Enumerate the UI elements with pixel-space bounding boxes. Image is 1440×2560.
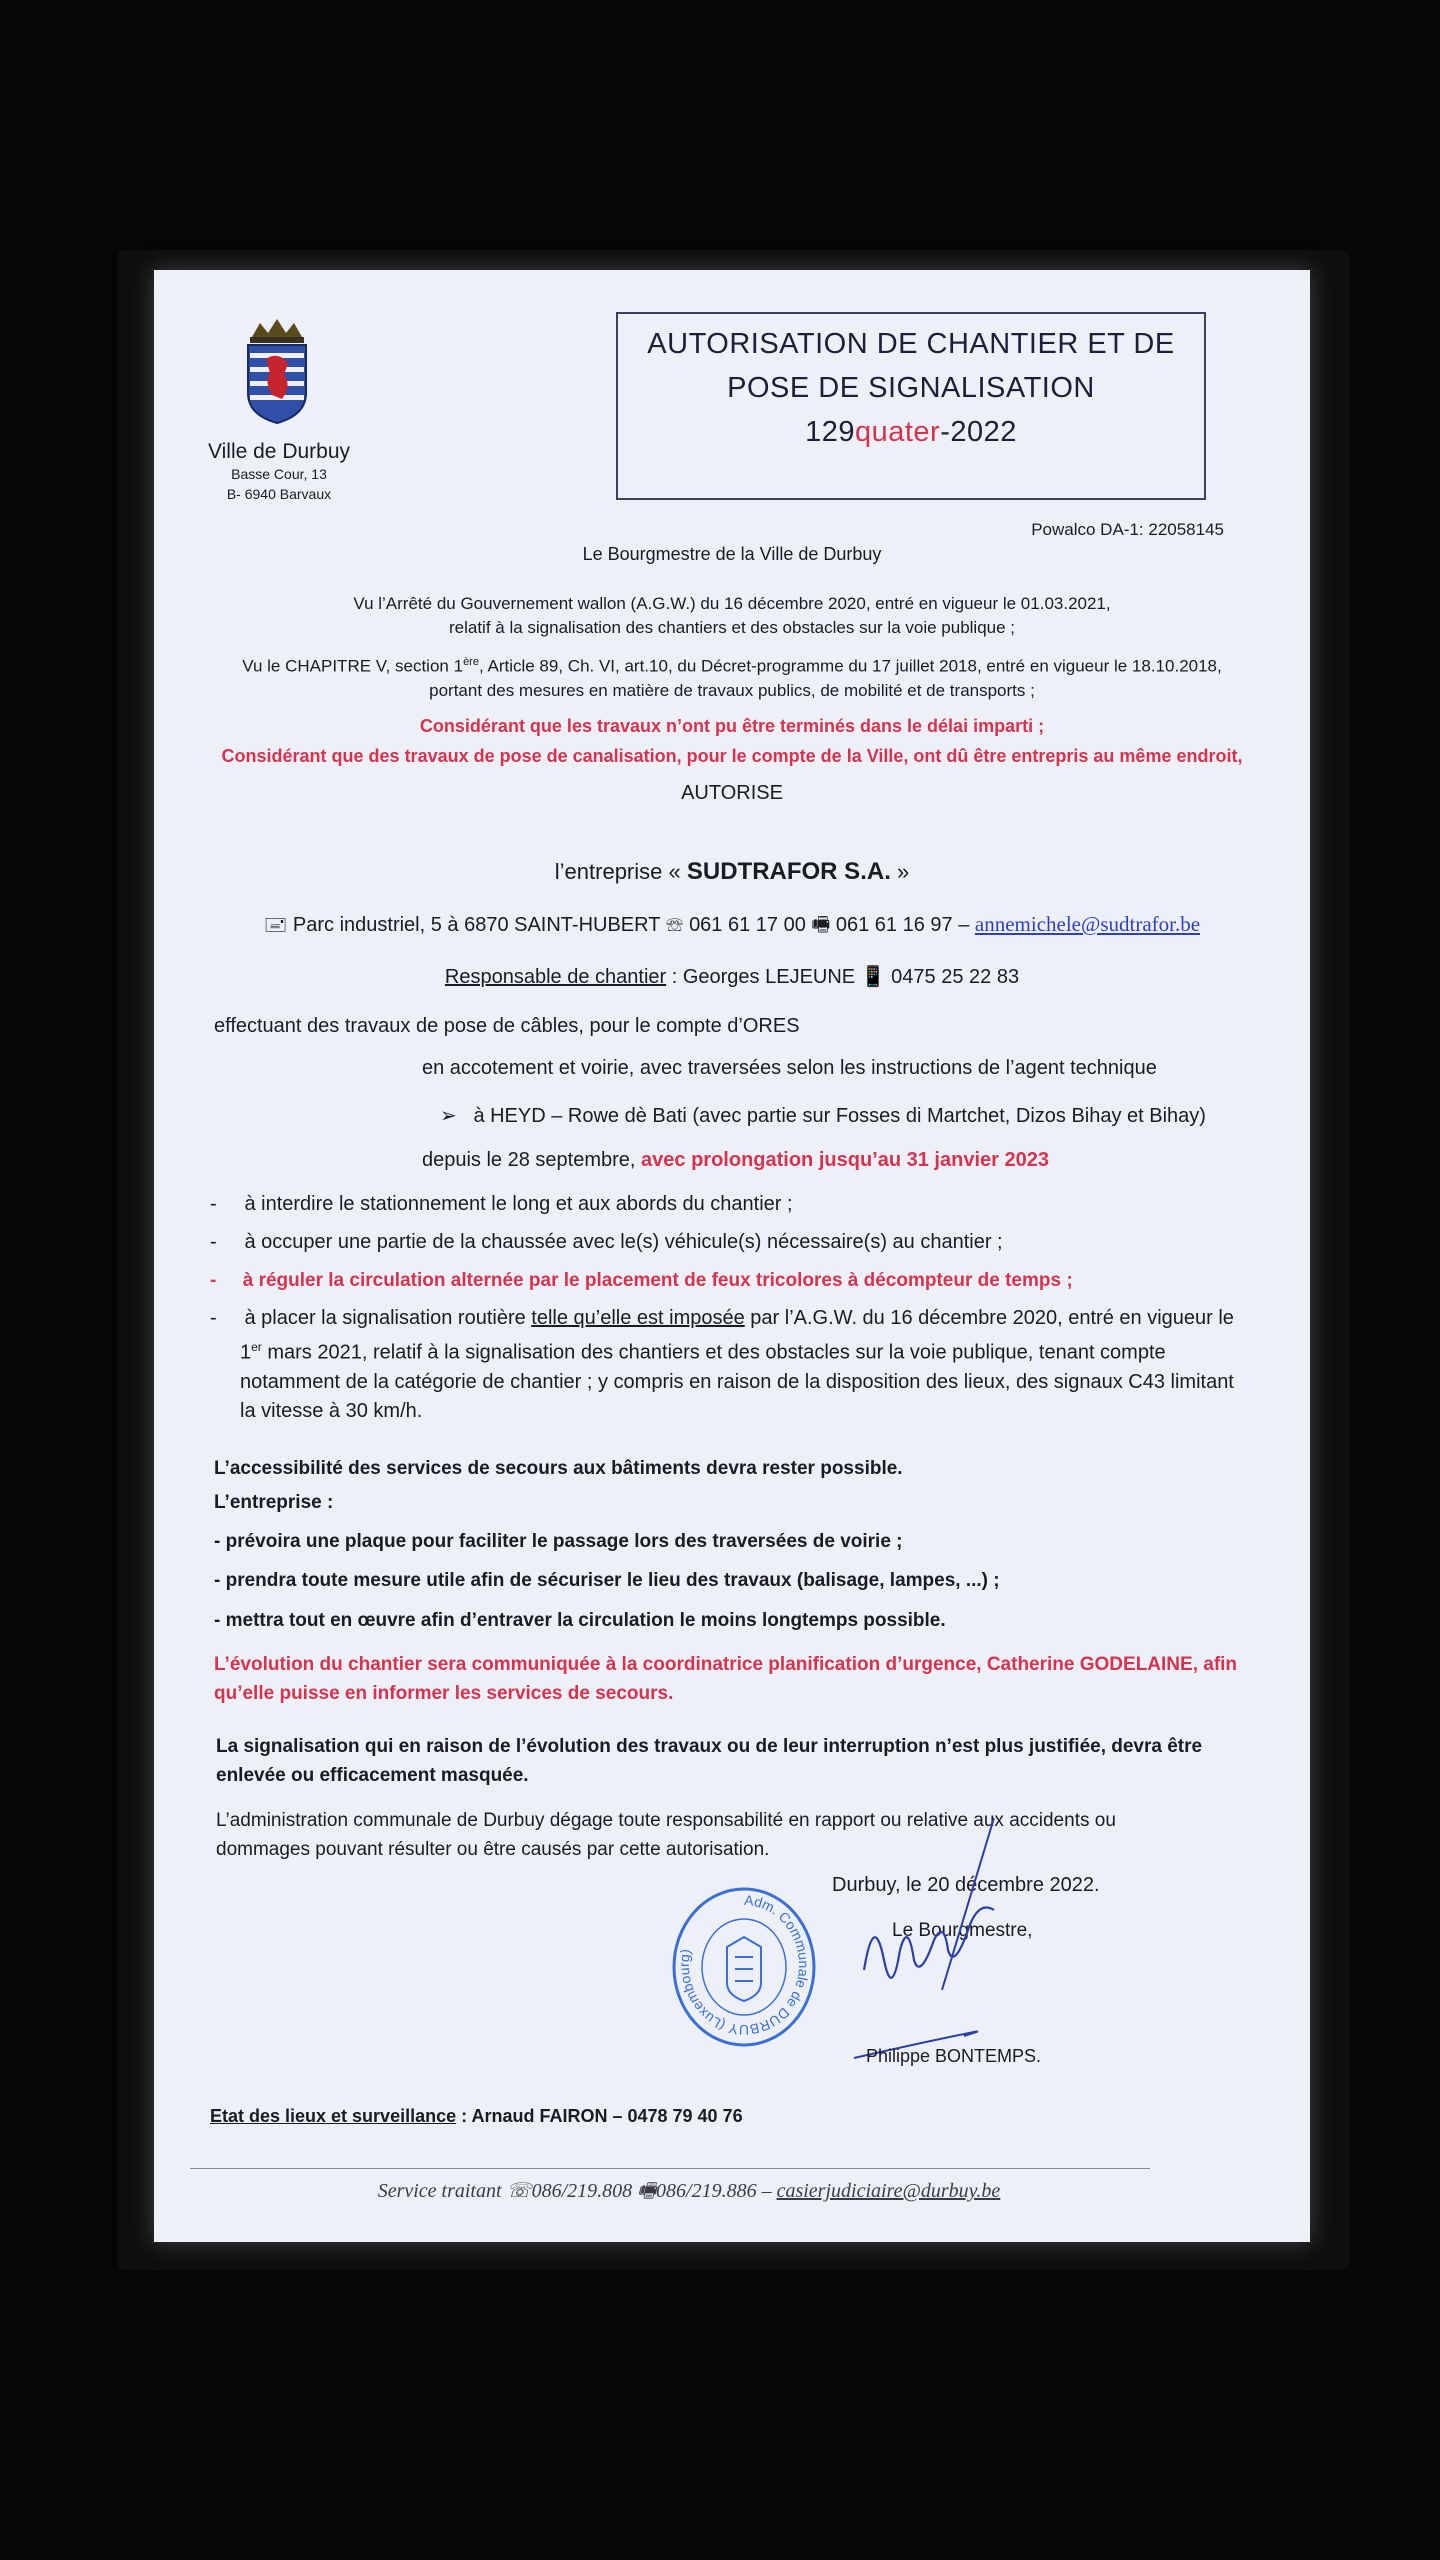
works-location-text: à HEYD – Rowe dè Bati (avec partie sur Fosses di Martchet, Dizos Bihay et Bihay): [473, 1105, 1206, 1127]
vu-2a-sup: ère: [463, 656, 479, 668]
consideration-1: Considérant que les travaux n’ont pu être terminés dans le délai imparti ;: [419, 715, 1045, 736]
title-year: -2022: [940, 416, 1017, 448]
bullet-4-line-4: la vitesse à 30 km/h.: [240, 1399, 423, 1422]
bullet-3-text: à réguler la circulation alternée par le placement de feux tricolores à décompteur de temps ;: [242, 1270, 1073, 1291]
phone-icon: ☏: [506, 2180, 532, 2202]
autorise-label: AUTORISE: [681, 781, 783, 804]
vu-1b: relatif à la signalisation des chantiers et des obstacles sur la voie publique ;: [448, 618, 1016, 637]
bullet-4-line-3: notamment de la catégorie de chantier ; y compris en raison de la disposition des lieux, des signaux C43 limitant: [240, 1370, 1234, 1393]
manager-name: : Georges LEJEUNE: [666, 966, 856, 988]
company-name: SUDTRAFOR S.A.: [686, 858, 891, 885]
survey-value: : Arnaud FAIRON – 0478 79 40 76: [456, 2106, 743, 2126]
service-label: Service traitant: [377, 2180, 502, 2202]
bullet-4-line-2: [210, 1333, 1270, 1368]
title-number: [618, 410, 1204, 454]
signatory-role: Le Bourgmestre,: [892, 1920, 1033, 1941]
manager-label: Responsable de chantier: [444, 966, 667, 988]
works-line-1: effectuant des travaux de pose de câbles, pour le compte d’ORES: [214, 1015, 800, 1037]
stamp-text: Adm. Communale de DURBUY (Luxembourg): [675, 1891, 812, 2039]
works-line-2: en accotement et voirie, avec traversées selon les instructions de l’agent technique: [422, 1057, 1157, 1079]
envelope-icon: 🖃: [263, 914, 288, 936]
obligation-2: - prendra toute mesure utile afin de sécuriser le lieu des travaux (balisage, lampes, ...) ;: [214, 1570, 1000, 1591]
obligation-1: - prévoira une plaque pour faciliter le passage lors des traversées de voirie ;: [214, 1531, 903, 1552]
mayor-line: Le Bourgmestre de la Ville de Durbuy: [582, 544, 882, 564]
vu-2a-text-2: , Article 89, Ch. VI, art.10, du Décret-programme du 17 juillet 2018, entré en vigueur le 18.10.2018,: [478, 656, 1222, 676]
title-num: 129: [805, 416, 855, 448]
company-prefix: l’entreprise «: [554, 859, 687, 884]
place-date: Durbuy, le 20 décembre 2022.: [832, 1874, 1100, 1896]
bullet-4: - à placer la signalisation routière telle qu’elle est imposée par l’A.G.W. du 16 décembre 2020, entré en vigueur le: [210, 1307, 1234, 1329]
bullet-4-text-a: à placer la signalisation routière: [244, 1307, 532, 1329]
vu-2b: portant des mesures en matière de travaux publics, de mobilité et de transports ;: [429, 680, 1035, 700]
town-name: Ville de Durbuy: [207, 440, 351, 463]
authorization-document: [154, 270, 1310, 2242]
official-stamp: [669, 1885, 819, 2049]
bullet-4-text-b: par l’A.G.W. du 16 décembre 2020, entré en vigueur le: [744, 1307, 1234, 1329]
bullet-4-sup: er: [251, 1340, 262, 1354]
company-fax: 061 61 16 97 –: [835, 914, 970, 936]
bullet-4-c1: 1: [240, 1341, 252, 1364]
bullet-3: - à réguler la circulation alternée par le placement de feux tricolores à décompteur de temps ;: [210, 1270, 1073, 1291]
coat-of-arms-icon: [242, 315, 312, 427]
bullet-list: [210, 1190, 1270, 1426]
company-obligations-label: L’entreprise :: [214, 1492, 334, 1513]
handwritten-signature: [844, 1810, 1014, 2070]
powalco-reference: Powalco DA-1: 22058145: [1031, 520, 1224, 539]
signatory-name: Philippe BONTEMPS.: [866, 2046, 1042, 2066]
fax-icon: 🖷: [637, 2180, 657, 2202]
service-email-link[interactable]: casierjudiciaire@durbuy.be: [776, 2180, 1001, 2202]
consideration-2: Considérant que des travaux de pose de canalisation, pour le compte de la Ville, ont dû être entrepris au même endroit,: [221, 745, 1243, 766]
bullet-1-text: à interdire le stationnement le long et aux abords du chantier ;: [244, 1193, 793, 1215]
survey-line: [210, 2106, 743, 2127]
bullet-2: - à occuper une partie de la chaussée avec le(s) véhicule(s) nécessaire(s) au chantier ;: [210, 1231, 1003, 1253]
evolution-note: [214, 1650, 1237, 1708]
mobile-phone-icon: 📱: [860, 966, 886, 988]
considerations: [154, 592, 1310, 807]
footer-divider: [190, 2168, 1150, 2169]
bullet-4-underlined: telle qu’elle est imposée: [531, 1307, 745, 1329]
vu-2a-text: Vu le CHAPITRE V, section 1: [242, 656, 464, 676]
bullet-1: - à interdire le stationnement le long et aux abords du chantier ;: [210, 1193, 793, 1215]
svg-text:Adm. Communale de DURBUY (Luxe: [676, 1892, 812, 2038]
company-line: [154, 858, 1310, 886]
bullet-2-text: à occuper une partie de la chaussée avec le(s) véhicule(s) nécessaire(s) au chantier ;: [244, 1231, 1003, 1253]
works-period: [422, 1146, 1049, 1174]
service-fax: 086/219.886 –: [656, 2180, 772, 2202]
bullet-4-c2: mars 2021, relatif à la signalisation des chantiers et des obstacles sur la voie publique, tenant compte: [261, 1341, 1166, 1364]
evolution-line-2: qu’elle puisse en informer les services de secours.: [214, 1683, 674, 1704]
company-address: Parc industriel, 5 à 6870 SAINT-HUBERT: [292, 914, 661, 936]
title-quater: quater: [854, 416, 941, 448]
disclaimer-line-1: L’administration communale de Durbuy dégage toute responsabilité en rapport ou relative aux accidents ou: [216, 1810, 1116, 1831]
company-suffix: »: [890, 859, 910, 884]
company-email-link[interactable]: annemichele@sudtrafor.be: [974, 912, 1201, 936]
works-extension: avec prolongation jusqu’au 31 janvier 2023: [641, 1149, 1049, 1171]
disclaimer: [216, 1806, 1216, 1864]
site-manager: [154, 964, 1310, 989]
survey-label: Etat des lieux et surveillance: [210, 2106, 457, 2126]
vu-2a: [154, 650, 1310, 679]
signage-note: [216, 1732, 1202, 1790]
signage-line-1: La signalisation qui en raison de l’évolution des travaux ou de leur interruption n’est plus justifiée, devra être: [216, 1736, 1203, 1757]
works-location: [440, 1102, 1206, 1130]
title-box: [616, 312, 1206, 500]
vu-1a: Vu l’Arrêté du Gouvernement wallon (A.G.W.) du 16 décembre 2020, entré en vigueur le 01.03.2021,: [353, 594, 1111, 613]
service-phone: 086/219.808: [531, 2180, 633, 2202]
manager-phone: 0475 25 22 83: [891, 966, 1020, 988]
fax-icon: 🖷: [811, 914, 831, 936]
town-address-street: Basse Cour, 13: [231, 466, 327, 482]
evolution-line-1: L’évolution du chantier sera communiquée à la coordinatrice planification d’urgence, Catherine GODELAINE, afin: [214, 1654, 1238, 1675]
title-line-2: POSE DE SIGNALISATION: [727, 372, 1095, 404]
access-note: L’accessibilité des services de secours aux bâtiments devra rester possible.: [214, 1458, 903, 1479]
company-phone: 061 61 17 00: [689, 914, 806, 936]
town-block: [194, 440, 364, 504]
company-contact: [154, 910, 1310, 944]
obligation-3: - mettra tout en œuvre afin d’entraver la circulation le moins longtemps possible.: [214, 1610, 946, 1631]
works-since: depuis le 28 septembre,: [422, 1149, 642, 1171]
service-footer: [154, 2176, 1224, 2210]
disclaimer-line-2: dommages pouvant résulter ou être causés par cette autorisation.: [216, 1839, 770, 1860]
phone-icon: ☏: [665, 914, 684, 936]
town-address-city: B- 6940 Barvaux: [226, 486, 332, 502]
arrow-bullet-icon: ➢: [440, 1105, 457, 1127]
title-line-1: AUTORISATION DE CHANTIER ET DE: [647, 328, 1175, 360]
signage-line-2: enlevée ou efficacement masquée.: [216, 1765, 529, 1786]
